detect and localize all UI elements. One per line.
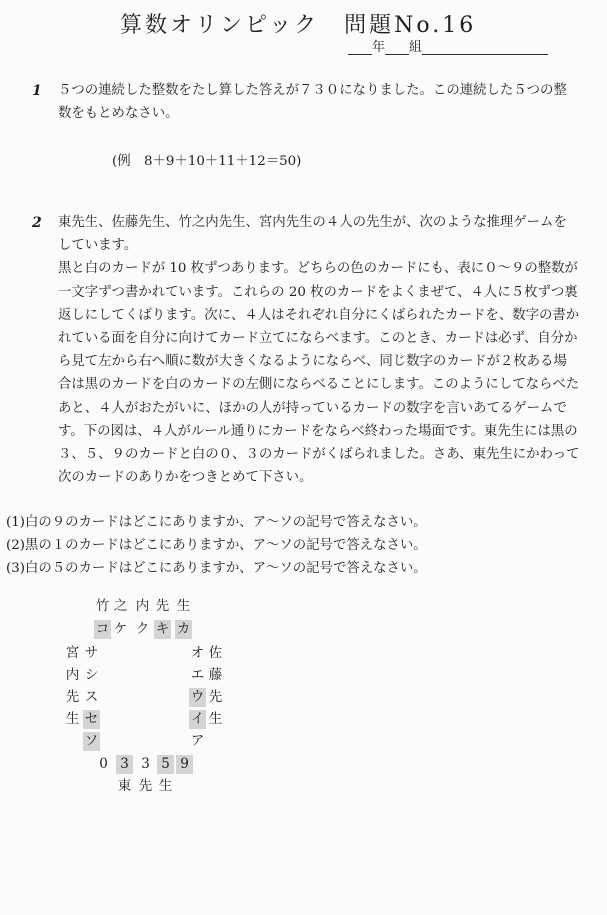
bottom-card-9: 9 bbox=[176, 755, 193, 774]
top-card-ク: ク bbox=[135, 621, 150, 637]
left-player-name-char: 宮 bbox=[65, 645, 80, 661]
top-card-キ: キ bbox=[155, 621, 170, 637]
right-card-オ: オ bbox=[190, 645, 205, 661]
year-label: 年 bbox=[372, 40, 386, 55]
question-2-text: 東先生、佐藤先生、竹之内先生、宮内先生の４人の先生が、次のような推理ゲームをしています。 黒と白のカードが 10 枚ずつあります。どちらの色のカードにも、表に０～９の整数が一文字ずつ書かれています。これらの 20 枚のカードをよくまぜて、４人に５枚ずつ裏返しにしてくばります。次に、４人はそれぞれ自分にくばられたカードを、数字の書かれている面を自分に向けてカード立てにならべます。このとき、カードは必ず、自分から見て左から右へ順に数が大きくなるようにならべ、同じ数字のカードが２枚ある場合は黒のカードを白のカードの左側にならべることにします。このようにしてならべたあと、４人がおたがいに、ほかの人が持っているカードの数字を言いあてるゲームです。下の図は、４人がルール通りにカードをならべ終わった場面です。東先生には黒の３、５、９のカードと白の０、３のカードがくばられました。さあ、東先生にかわって次のカードのありかをつきとめて下さい。 bbox=[58, 215, 580, 486]
top-card-ケ: ケ bbox=[113, 621, 128, 637]
bottom-card-3: 3 bbox=[141, 756, 150, 772]
left-card-ソ: ソ bbox=[84, 733, 99, 749]
question-2-number: 2 bbox=[32, 215, 42, 231]
top-player-name-char: 之 bbox=[113, 598, 128, 614]
left-card-シ: シ bbox=[84, 667, 99, 683]
left-card-サ: サ bbox=[84, 645, 99, 661]
top-player-name-char: 内 bbox=[135, 598, 150, 614]
left-player-name-char: 生 bbox=[65, 711, 80, 727]
left-card-セ: セ bbox=[84, 711, 99, 727]
right-player-name-char: 先 bbox=[208, 689, 223, 705]
subquestion-2: (2)黒の１のカードはどこにありますか、ア～ソの記号で答えなさい。 bbox=[6, 538, 427, 553]
subquestion-1: (1)白の９のカードはどこにありますか、ア～ソの記号で答えなさい。 bbox=[6, 515, 427, 530]
right-player-name-char: 生 bbox=[208, 711, 223, 727]
bottom-player-name-char: 東 bbox=[117, 778, 132, 794]
left-player-name-char: 先 bbox=[65, 689, 80, 705]
class-label: 組 bbox=[409, 40, 423, 55]
right-card-ア: ア bbox=[190, 733, 205, 749]
bottom-card-3: 3 bbox=[116, 755, 133, 774]
bottom-player-name-char: 先 bbox=[138, 778, 153, 794]
right-player-name-char: 藤 bbox=[208, 667, 223, 683]
top-card-コ: コ bbox=[95, 621, 110, 637]
left-card-ス: ス bbox=[84, 689, 99, 705]
bottom-player-name-char: 生 bbox=[158, 778, 173, 794]
name-line bbox=[348, 36, 548, 55]
bottom-card-0: 0 bbox=[99, 756, 108, 772]
year-blank[interactable] bbox=[348, 40, 372, 55]
worksheet-title: 算数オリンピック 問題No.16 bbox=[120, 13, 477, 38]
top-player-name-char: 生 bbox=[176, 598, 191, 614]
right-card-ウ: ウ bbox=[190, 689, 205, 705]
bottom-card-5: 5 bbox=[157, 755, 174, 774]
question-1-example: (例 8＋9＋10＋11＋12＝50) bbox=[112, 154, 302, 169]
right-card-エ: エ bbox=[190, 667, 205, 683]
question-1-number: 1 bbox=[32, 83, 42, 99]
name-blank[interactable] bbox=[422, 40, 548, 55]
subquestion-3: (3)白の５のカードはどこにありますか、ア～ソの記号で答えなさい。 bbox=[6, 561, 427, 576]
right-card-イ: イ bbox=[190, 711, 205, 727]
top-player-name-char: 先 bbox=[155, 598, 170, 614]
top-player-name-char: 竹 bbox=[95, 598, 110, 614]
class-blank-1[interactable] bbox=[385, 40, 409, 55]
question-1-text: ５つの連続した整数をたし算した答えが７３０になりました。この連続した５つの整数をもとめなさい。 bbox=[58, 83, 567, 122]
left-player-name-char: 内 bbox=[65, 667, 80, 683]
top-card-カ: カ bbox=[176, 621, 191, 637]
right-player-name-char: 佐 bbox=[208, 645, 223, 661]
